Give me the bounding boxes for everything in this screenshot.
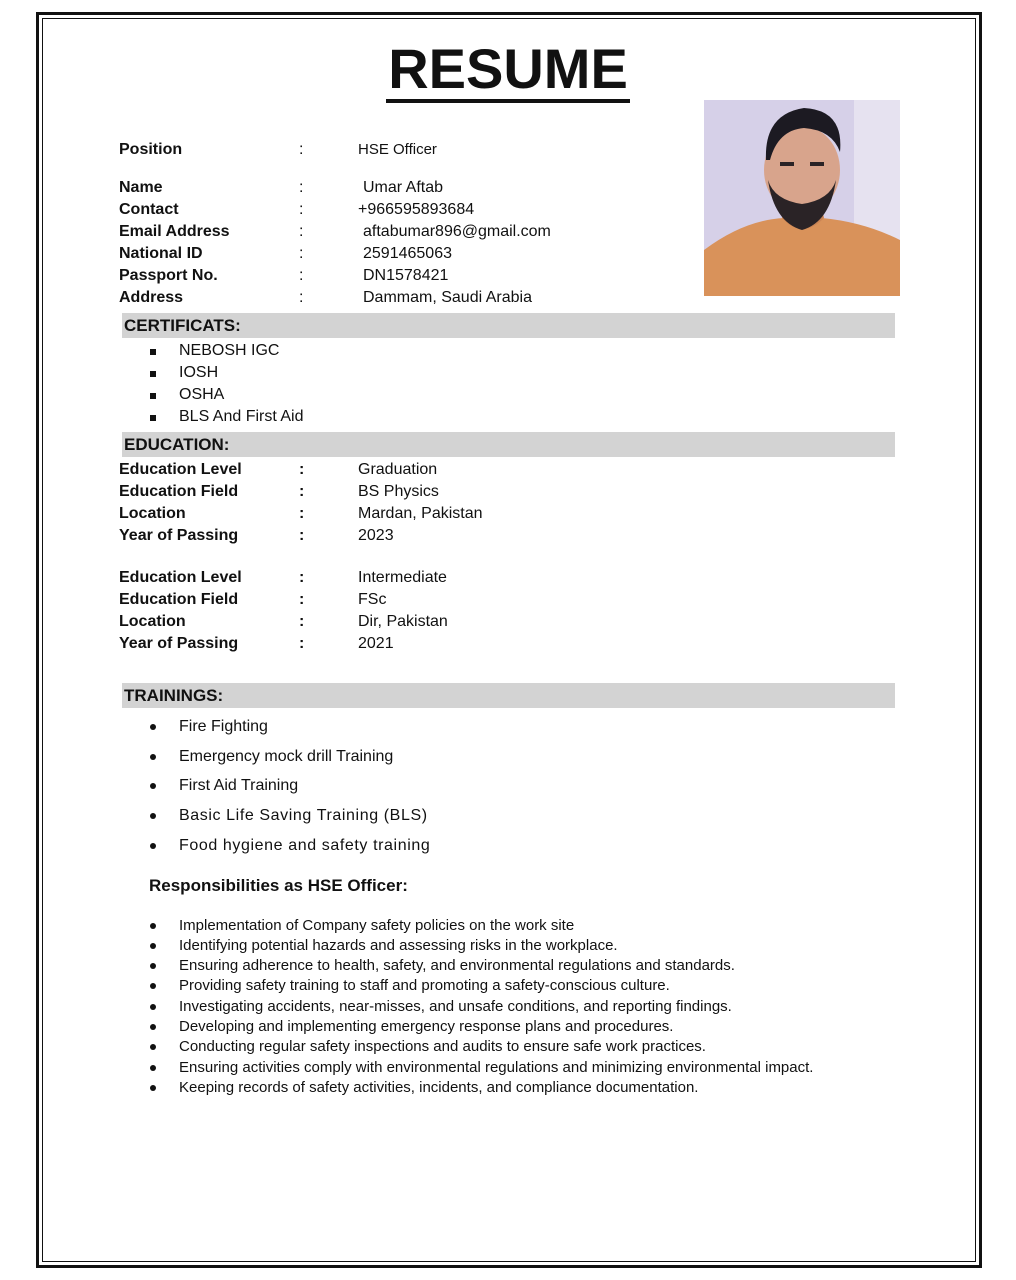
responsibility-text: Providing safety training to staff and promoting a safety-conscious culture. (179, 977, 670, 994)
education-colon: : (299, 635, 305, 652)
resume-title-text: RESUME (386, 39, 630, 103)
contact-value: +966595893684 (358, 201, 475, 218)
education-label: Location (119, 613, 186, 630)
address-value: Dammam, Saudi Arabia (363, 289, 532, 306)
passport-label: Passport No. (119, 267, 218, 284)
trainings-heading: TRAININGS: (122, 683, 895, 708)
education-colon: : (299, 591, 305, 608)
education-value: BS Physics (358, 483, 439, 500)
contact-colon: : (299, 201, 304, 218)
profile-photo-illustration (704, 100, 900, 296)
square-bullet-icon (150, 415, 156, 421)
education-colon: : (299, 527, 305, 544)
bullet-icon (150, 843, 156, 849)
education-heading: EDUCATION: (122, 432, 895, 457)
training-text: Emergency mock drill Training (179, 748, 394, 765)
responsibility-text: Conducting regular safety inspections and audits to ensure safe work practices. (179, 1038, 706, 1055)
bullet-icon (150, 813, 156, 819)
education-value: Mardan, Pakistan (358, 505, 483, 522)
education-value: FSc (358, 591, 387, 608)
education-colon: : (299, 483, 305, 500)
bullet-icon (150, 1024, 156, 1030)
education-colon: : (299, 461, 305, 478)
certificates-heading: CERTIFICATS: (122, 313, 895, 338)
bullet-icon (150, 1044, 156, 1050)
education-value: 2023 (358, 527, 394, 544)
certificate-text: BLS And First Aid (179, 408, 304, 425)
national-id-value: 2591465063 (363, 245, 452, 262)
education-label: Year of Passing (119, 635, 239, 652)
bullet-icon (150, 1085, 156, 1091)
training-text: Basic Life Saving Training (BLS) (179, 807, 428, 824)
bullet-icon (150, 963, 156, 969)
education-label: Location (119, 505, 186, 522)
education-colon: : (299, 613, 305, 630)
national-id-colon: : (299, 245, 304, 262)
responsibility-text: Keeping records of safety activities, incidents, and compliance documentation. (179, 1079, 699, 1096)
responsibility-text: Implementation of Company safety policies on the work site (179, 917, 575, 934)
bullet-icon (150, 1004, 156, 1010)
responsibility-text: Developing and implementing emergency response plans and procedures. (179, 1018, 674, 1035)
responsibility-text: Ensuring adherence to health, safety, and environmental regulations and standards. (179, 957, 735, 974)
responsibilities-heading: Responsibilities as HSE Officer: (149, 876, 408, 895)
name-label: Name (119, 179, 163, 196)
education-value: 2021 (358, 635, 394, 652)
certificate-text: OSHA (179, 386, 225, 403)
square-bullet-icon (150, 349, 156, 355)
education-value: Intermediate (358, 569, 447, 586)
square-bullet-icon (150, 393, 156, 399)
resume-title (0, 36, 1016, 103)
education-label: Education Field (119, 483, 239, 500)
bullet-icon (150, 754, 156, 760)
education-value: Graduation (358, 461, 438, 478)
national-id-label: National ID (119, 245, 203, 262)
training-text: Fire Fighting (179, 718, 268, 735)
responsibility-text: Investigating accidents, near-misses, and unsafe conditions, and reporting findings. (179, 998, 732, 1015)
square-bullet-icon (150, 371, 156, 377)
responsibility-text: Ensuring activities comply with environmental regulations and minimizing environmental impact. (179, 1059, 814, 1076)
bullet-icon (150, 943, 156, 949)
education-label: Education Field (119, 591, 239, 608)
position-value: HSE Officer (358, 141, 437, 158)
email-value[interactable]: aftabumar896@gmail.com (363, 223, 551, 240)
training-text: First Aid Training (179, 777, 299, 794)
address-label: Address (119, 289, 184, 306)
contact-label: Contact (119, 201, 179, 218)
education-colon: : (299, 505, 305, 522)
education-label: Education Level (119, 461, 242, 478)
certificate-text: NEBOSH IGC (179, 342, 280, 359)
passport-value: DN1578421 (363, 267, 449, 284)
email-label: Email Address (119, 223, 230, 240)
responsibility-text: Identifying potential hazards and assessing risks in the workplace. (179, 937, 618, 954)
education-value: Dir, Pakistan (358, 613, 448, 630)
bullet-icon (150, 724, 156, 730)
education-colon: : (299, 569, 305, 586)
education-label: Education Level (119, 569, 242, 586)
bullet-icon (150, 783, 156, 789)
name-value: Umar Aftab (363, 179, 444, 196)
bullet-icon (150, 1065, 156, 1071)
email-colon: : (299, 223, 304, 240)
training-text: Food hygiene and safety training (179, 837, 431, 854)
certificate-text: IOSH (179, 364, 219, 381)
address-colon: : (299, 289, 304, 306)
bullet-icon (150, 923, 156, 929)
passport-colon: : (299, 267, 304, 284)
profile-photo (704, 100, 900, 296)
position-label: Position (119, 141, 183, 158)
bullet-icon (150, 983, 156, 989)
position-colon: : (299, 141, 304, 158)
education-label: Year of Passing (119, 527, 239, 544)
name-colon: : (299, 179, 304, 196)
